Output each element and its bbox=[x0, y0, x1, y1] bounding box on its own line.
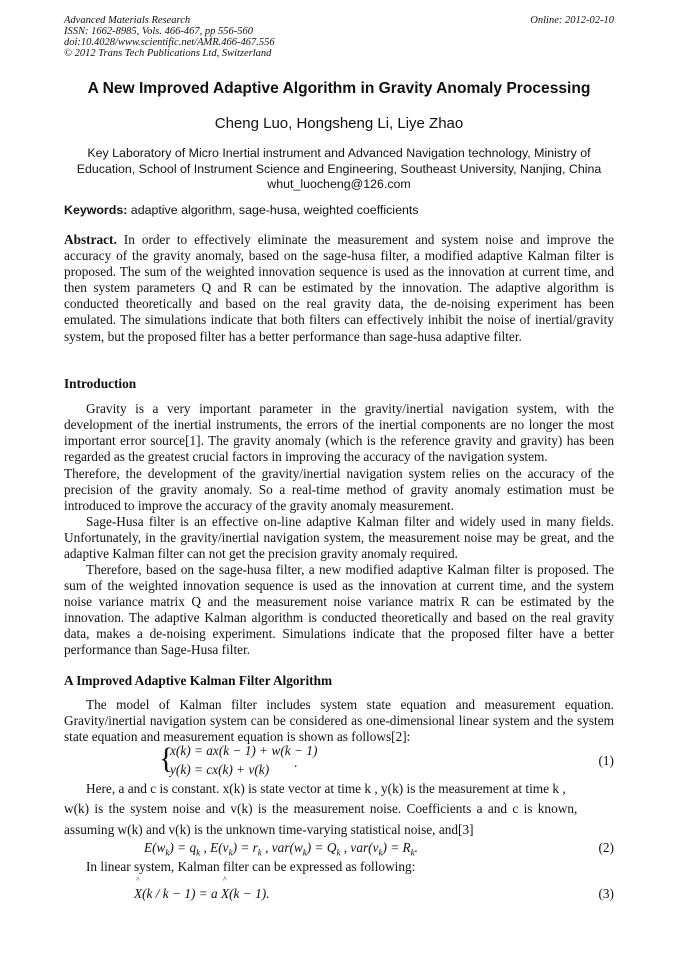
equation-1-line-2: y(k) = cx(k) + v(k) bbox=[170, 762, 270, 777]
section-heading: A Improved Adaptive Kalman Filter Algorithm bbox=[64, 673, 333, 688]
section-paragraph-2-line-3: assuming w(k) and v(k) is the unknown time-varying statistical noise, and[3] bbox=[64, 822, 474, 837]
introduction-heading: Introduction bbox=[64, 376, 137, 391]
equation-1-line-1: x(k) = ax(k − 1) + w(k − 1) bbox=[170, 743, 318, 758]
abstract-label: Abstract. bbox=[64, 232, 117, 247]
abstract bbox=[64, 232, 614, 345]
equation-3-expression: ^ X(k / k − 1) = a ^ X(k − 1). bbox=[134, 886, 269, 902]
equation-2-number: (2) bbox=[598, 840, 614, 855]
section-paragraph-2-line-1: Here, a and c is constant. x(k) is state vector at time k , y(k) is the measurement at time k , bbox=[86, 781, 566, 796]
x-hat-symbol: ^ X bbox=[221, 886, 229, 902]
equation-brace: { bbox=[159, 742, 174, 775]
affiliation-line-1: Key Laboratory of Micro Inertial instrument and Advanced Navigation technology, Ministry of bbox=[87, 146, 591, 160]
journal-header bbox=[64, 15, 614, 59]
equation-1 bbox=[64, 743, 614, 779]
keywords bbox=[64, 203, 614, 217]
author-email: whut_luocheng@126.com bbox=[267, 177, 411, 191]
equation-2-expression: $E(w_k) = q_k$ , $E(v_k) = r_k$ , $var(w_k) = Q_k$ , $var(v_k) = R_k$. bbox=[144, 840, 418, 858]
intro-paragraph-4: Therefore, based on the sage-husa filter, a new modified adaptive Kalman filter is proposed. The sum of the weighted innovation sequence is used as the innovation at current time, and the system noise variance matrix Q and the measurement noise variance matrix R can be estimated by the innovation. The adaptive Kalman algorithm is conducted theoretically and based on the real gravity data, makes a de-noising experiment. Simulations indicate that the proposed filter have a better performance than Sage-Husa filter. bbox=[64, 562, 614, 658]
journal-name: Advanced Materials Research bbox=[64, 15, 191, 26]
section-paragraph-1: The model of Kalman filter includes system state equation and measurement equation. Gravity/inertial navigation system can be considered as one-dimensional linear system and the system state equation and measurement equation is shown as follows[2]: bbox=[64, 697, 614, 745]
equation-3-number: (3) bbox=[598, 886, 614, 901]
keywords-text: adaptive algorithm, sage-husa, weighted coefficients bbox=[127, 203, 419, 217]
intro-paragraph-1: Gravity is a very important parameter in the gravity/inertial navigation system, with the development of the inertial instruments, the errors of the inertial components are no longer the most important error source[1]. The gravity anomaly (which is the reference gravity and gravity) has been regarded as the greatest crucial factors in improving the accuracy of the navigation system. bbox=[64, 401, 614, 465]
copyright-line: © 2012 Trans Tech Publications Ltd, Switzerland bbox=[64, 48, 272, 59]
paper-title: A New Improved Adaptive Algorithm in Gravity Anomaly Processing bbox=[87, 80, 591, 97]
doi-line: doi:10.4028/www.scientific.net/AMR.466-467.556 bbox=[64, 37, 275, 48]
abstract-text: In order to effectively eliminate the measurement and system noise and improve the accuracy of the gravity anomaly, based on the sage-husa filter, a modified adaptive Kalman filter is proposed. The sum of the weighted innovation sequence is used as the innovation at current time, and then system parameters Q and R can be estimated by the innovation. The adaptive algorithm is conducted theoretically and based on the real gravity data, the de-noising experiment has been emulated. The simulations indicate that both filters can effectively inhibit the noise of inertial/gravity system, but the proposed filter has a better performance than sage-husa adaptive filter. bbox=[64, 232, 614, 344]
x-hat-symbol: ^ X bbox=[134, 886, 142, 902]
section-paragraph-2-line-2: w(k) is the system noise and v(k) is the measurement noise. Coefficients a and c is known, bbox=[64, 801, 578, 816]
online-date: Online: 2012-02-10 bbox=[530, 15, 614, 26]
intro-paragraph-2: Therefore, the development of the gravity/inertial navigation system relies on the accuracy of the precision of the gravity anomaly. So a real-time method of gravity anomaly estimation must be introduced to improve the accuracy of the gravity anomaly measurement. bbox=[64, 466, 614, 514]
equation-1-period: . bbox=[294, 755, 298, 770]
affiliation bbox=[54, 146, 624, 193]
authors: Cheng Luo, Hongsheng Li, Liye Zhao bbox=[214, 115, 464, 132]
equation-1-number: (1) bbox=[598, 753, 614, 768]
issn-line: ISSN: 1662-8985, Vols. 466-467, pp 556-560 bbox=[64, 26, 253, 37]
affiliation-line-2: Education, School of Instrument Science and Engineering, Southeast University, Nanjing, China bbox=[76, 161, 602, 176]
intro-paragraph-3: Sage-Husa filter is an effective on-line adaptive Kalman filter and widely used in many fields. Unfortunately, in the gravity/inertial navigation system, the measurement noise may be great, and the adaptive Kalman filter can not get the precision gravity anomaly required. bbox=[64, 514, 614, 562]
keywords-label: Keywords: bbox=[64, 203, 128, 217]
section-paragraph-3: In linear system, Kalman filter can be expressed as following: bbox=[86, 859, 416, 874]
